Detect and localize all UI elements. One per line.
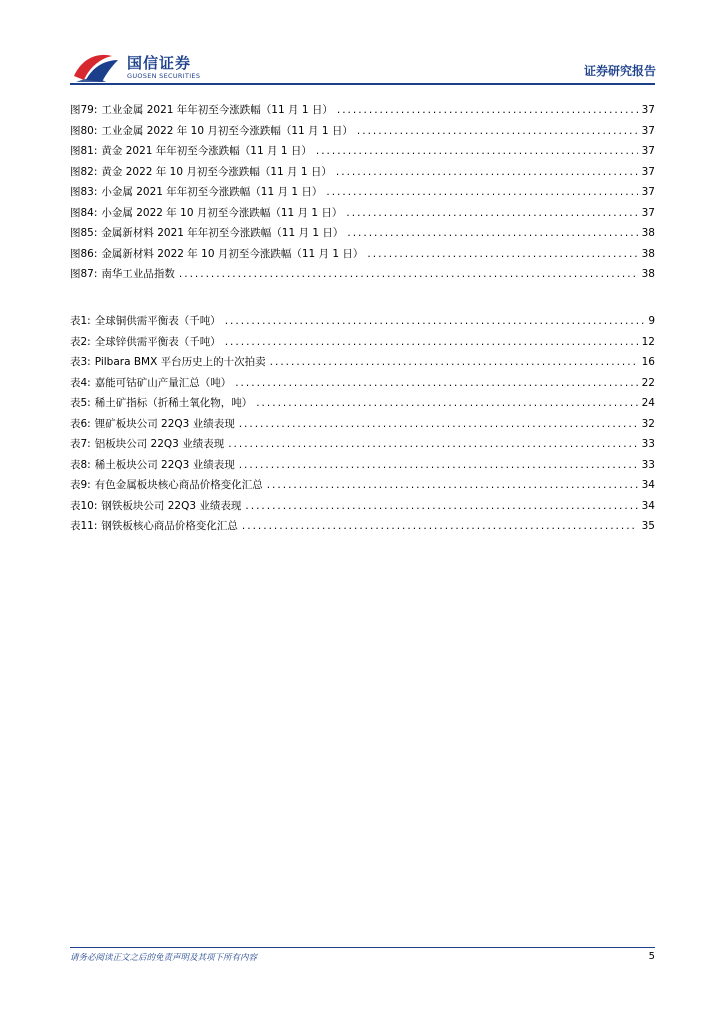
footer-disclaimer: 请务必阅读正文之后的免责声明及其项下所有内容 — [70, 953, 258, 963]
figure-list — [70, 100, 655, 285]
entry-label: 表4: — [70, 376, 91, 389]
entry-label: 表6: — [70, 417, 91, 430]
dot-leader — [346, 203, 637, 224]
entry-title: 有色金属板块核心商品价格变化汇总 — [94, 479, 263, 491]
figure-toc-entry[interactable] — [70, 121, 655, 142]
entry-title: 稀土板块公司 22Q3 业绩表现 — [94, 458, 235, 471]
entry-page-number: 32 — [641, 417, 655, 430]
entry-label: 表5: — [70, 397, 91, 409]
entry-title: Pilbara BMX 平台历史上的十次拍卖 — [94, 356, 266, 368]
page-number: 5 — [648, 951, 655, 962]
dot-leader — [228, 434, 637, 455]
table-toc-entry[interactable] — [70, 332, 655, 353]
dot-leader — [347, 223, 637, 244]
guosen-logo — [72, 50, 207, 84]
entry-label: 图79: — [70, 104, 98, 116]
entry-title: 工业金属 2021 年年初至今涨跌幅（11 月 1 日） — [101, 104, 333, 116]
dot-leader — [179, 264, 638, 285]
entry-page-number: 37 — [641, 145, 655, 157]
table-toc-entry[interactable] — [70, 352, 655, 373]
figure-toc-entry[interactable] — [70, 100, 655, 121]
footer-divider — [70, 947, 655, 948]
table-toc-entry[interactable] — [70, 373, 655, 394]
entry-page-number: 37 — [641, 165, 655, 178]
entry-page-number: 38 — [641, 268, 655, 280]
logo-text-en: GUOSEN SECURITIES — [127, 72, 201, 80]
entry-label: 图85: — [70, 227, 98, 239]
entry-title: 金属新材料 2022 年 10 月初至今涨跌幅（11 月 1 日） — [101, 247, 364, 260]
entry-label: 表10: — [70, 499, 98, 512]
table-toc-entry[interactable] — [70, 393, 655, 414]
entry-page-number: 37 — [641, 186, 655, 198]
figure-toc-entry[interactable] — [70, 141, 655, 162]
guosen-logo-icon — [72, 50, 122, 84]
entry-title: 全球铜供需平衡表（千吨） — [94, 315, 221, 327]
entry-label: 表7: — [70, 438, 91, 450]
table-toc-entry[interactable] — [70, 311, 655, 332]
entry-title: 南华工业品指数 — [101, 268, 175, 280]
entry-label: 图81: — [70, 145, 98, 157]
dot-leader — [256, 393, 637, 414]
entry-page-number: 34 — [641, 479, 655, 491]
page-header — [0, 0, 724, 90]
table-toc-entry[interactable] — [70, 475, 655, 496]
entry-label: 图83: — [70, 186, 98, 198]
entry-page-number: 24 — [641, 397, 655, 409]
figure-toc-entry[interactable] — [70, 182, 655, 203]
logo-text-cn: 国信证券 — [127, 54, 192, 72]
entry-page-number: 33 — [641, 458, 655, 471]
entry-label: 表3: — [70, 356, 91, 368]
entry-page-number: 38 — [641, 247, 655, 260]
entry-title: 工业金属 2022 年 10 月初至今涨跌幅（11 月 1 日） — [101, 124, 353, 137]
dot-leader — [267, 475, 638, 496]
entry-page-number: 37 — [641, 206, 655, 219]
figure-toc-entry[interactable] — [70, 264, 655, 285]
figure-toc-entry[interactable] — [70, 223, 655, 244]
entry-label: 图84: — [70, 206, 98, 219]
entry-title: 小金属 2022 年 10 月初至今涨跌幅（11 月 1 日） — [101, 206, 343, 219]
report-type-label: 证券研究报告 — [583, 64, 656, 78]
dot-leader — [316, 141, 638, 162]
figure-toc-entry[interactable] — [70, 162, 655, 183]
dot-leader — [235, 373, 637, 394]
entry-title: 小金属 2021 年年初至今涨跌幅（11 月 1 日） — [101, 186, 323, 198]
entry-title: 黄金 2021 年年初至今涨跌幅（11 月 1 日） — [101, 145, 312, 157]
table-toc-entry[interactable] — [70, 516, 655, 537]
entry-page-number: 33 — [641, 438, 655, 450]
dot-leader — [225, 311, 645, 332]
entry-label: 图87: — [70, 268, 98, 280]
entry-page-number: 9 — [648, 315, 655, 327]
entry-page-number: 22 — [641, 376, 655, 389]
entry-label: 图86: — [70, 247, 98, 260]
table-toc-entry[interactable] — [70, 496, 655, 517]
entry-page-number: 35 — [641, 520, 655, 532]
entry-page-number: 16 — [641, 356, 655, 368]
entry-label: 表9: — [70, 479, 91, 491]
entry-page-number: 12 — [641, 335, 655, 348]
dot-leader — [367, 244, 637, 265]
entry-page-number: 34 — [641, 499, 655, 512]
dot-leader — [242, 516, 638, 537]
entry-page-number: 38 — [641, 227, 655, 239]
entry-page-number: 37 — [641, 104, 655, 116]
entry-label: 图82: — [70, 165, 98, 178]
dot-leader — [239, 455, 638, 476]
entry-title: 金属新材料 2021 年年初至今涨跌幅（11 月 1 日） — [101, 227, 344, 239]
entry-label: 表2: — [70, 335, 91, 348]
dot-leader — [270, 352, 638, 373]
figure-toc-entry[interactable] — [70, 244, 655, 265]
entry-title: 黄金 2022 年 10 月初至今涨跌幅（11 月 1 日） — [101, 165, 332, 178]
dot-leader — [245, 496, 637, 517]
entry-title: 钢铁板块公司 22Q3 业绩表现 — [101, 499, 242, 512]
table-toc-entry[interactable] — [70, 455, 655, 476]
dot-leader — [336, 162, 638, 183]
entry-label: 表1: — [70, 315, 91, 327]
entry-label: 表11: — [70, 520, 98, 532]
figure-toc-entry[interactable] — [70, 203, 655, 224]
table-list — [70, 311, 655, 537]
entry-label: 图80: — [70, 124, 98, 137]
entry-title: 钢铁板核心商品价格变化汇总 — [101, 520, 238, 532]
entry-page-number: 37 — [641, 124, 655, 137]
entry-title: 稀土矿指标（折稀土氧化物，吨） — [94, 397, 253, 409]
dot-leader — [225, 332, 638, 353]
header-divider — [70, 83, 655, 85]
entry-title: 铝板块公司 22Q3 业绩表现 — [94, 438, 225, 450]
entry-title: 锂矿板块公司 22Q3 业绩表现 — [94, 417, 235, 430]
dot-leader — [357, 121, 638, 142]
entry-title: 嘉能可钴矿山产量汇总（吨） — [94, 376, 232, 389]
entry-label: 表8: — [70, 458, 91, 471]
dot-leader — [337, 100, 638, 121]
dot-leader — [326, 182, 637, 203]
dot-leader — [239, 414, 638, 435]
table-toc-entry[interactable] — [70, 414, 655, 435]
table-toc-entry[interactable] — [70, 434, 655, 455]
entry-title: 全球锌供需平衡表（千吨） — [94, 335, 221, 348]
